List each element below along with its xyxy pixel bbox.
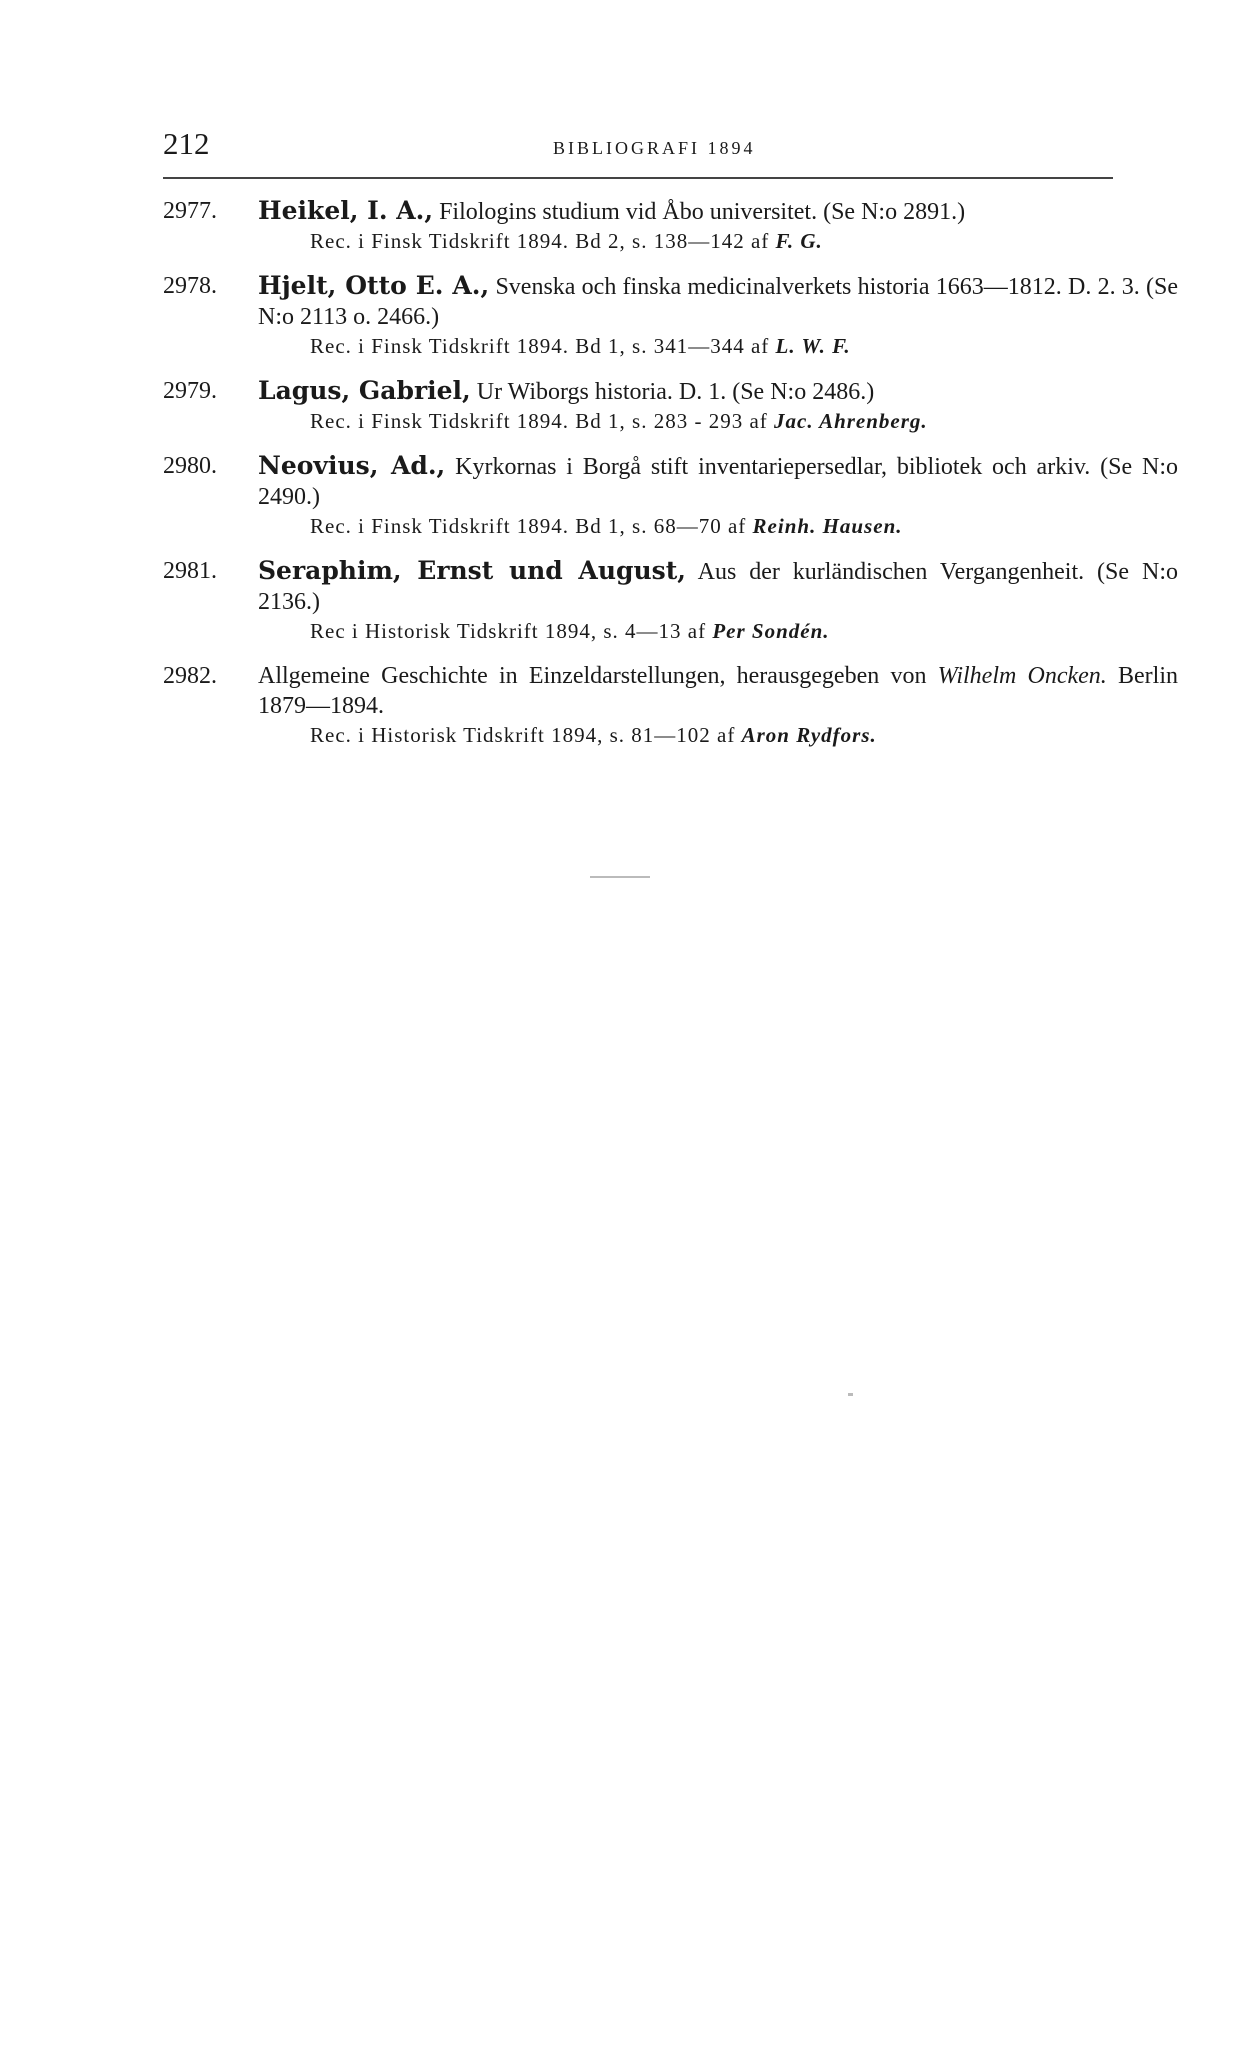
entry-number: 2981. xyxy=(163,558,217,584)
entry-author: Hjelt, Otto E. A., xyxy=(258,271,490,300)
entry-number: 2977. xyxy=(163,198,217,224)
review-source: Rec. i Finsk Tidskrift 1894. Bd 1, s. 341—344 af xyxy=(310,334,770,358)
running-title: BIBLIOGRAFI 1894 xyxy=(553,138,756,158)
reviewer: Per Sondén. xyxy=(712,619,830,643)
scan-speck xyxy=(848,1393,853,1396)
header-rule xyxy=(163,177,1113,179)
bibliography-entry xyxy=(163,451,1178,540)
bibliography-entry xyxy=(163,196,1178,255)
bibliography-entry xyxy=(163,661,1178,749)
entry-citation xyxy=(258,556,1178,617)
entry-title-tail: Berlin 1879—1894. xyxy=(258,663,1179,719)
entry-title: Aus der kurländischen Vergangenheit. (Se N:o 2136.) xyxy=(258,559,1178,615)
reviewer: Reinh. Hausen. xyxy=(752,514,903,538)
review-source: Rec. i Finsk Tidskrift 1894. Bd 2, s. 138—142 af xyxy=(310,229,770,253)
reviewer: L. W. F. xyxy=(775,334,851,358)
entry-citation xyxy=(258,661,1178,721)
entry-title: Allgemeine Geschichte in Einzeldarstellungen, herausgegeben von xyxy=(258,663,927,689)
review-source: Rec. i Finsk Tidskrift 1894. Bd 1, s. 68—70 af xyxy=(310,514,747,538)
entry-citation xyxy=(258,271,1178,332)
bibliography-entry xyxy=(163,271,1178,360)
entry-author: Heikel, I. A., xyxy=(258,196,434,225)
entry-number: 2982. xyxy=(163,663,217,689)
entry-review xyxy=(258,227,1178,255)
scan-speck xyxy=(590,876,650,878)
entry-author: Seraphim, Ernst und August, xyxy=(258,556,686,585)
entry-review xyxy=(258,721,1178,749)
reviewer: Aron Rydfors. xyxy=(741,723,877,747)
reviewer: Jac. Ahrenberg. xyxy=(774,409,928,433)
page-header xyxy=(163,126,1178,166)
review-source: Rec i Historisk Tidskrift 1894, s. 4—13 af xyxy=(310,619,707,643)
bibliography-entry xyxy=(163,376,1178,435)
entry-title: Ur Wiborgs historia. D. 1. (Se N:o 2486.) xyxy=(476,379,875,405)
entry-citation xyxy=(258,196,1178,227)
bibliography-entries xyxy=(163,196,1178,765)
bibliography-entry xyxy=(163,556,1178,645)
entry-title: Kyrkornas i Borgå stift inventariepersedlar, bibliotek och arkiv. (Se N:o 2490.) xyxy=(258,454,1179,510)
entry-review xyxy=(258,617,1178,645)
entry-author: Lagus, Gabriel, xyxy=(258,376,471,405)
entry-editor: Wilhelm Oncken. xyxy=(937,663,1107,689)
entry-author: Neovius, Ad., xyxy=(258,451,446,480)
entry-citation xyxy=(258,376,1178,407)
entry-title: Svenska och finska medicinalverkets historia 1663—1812. D. 2. 3. (Se N:o 2113 o. 2466.) xyxy=(258,274,1179,330)
entry-number: 2980. xyxy=(163,453,217,479)
entry-number: 2979. xyxy=(163,378,217,404)
reviewer: F. G. xyxy=(775,229,823,253)
entry-review xyxy=(258,512,1178,540)
entry-review xyxy=(258,332,1178,360)
entry-title: Filologins studium vid Åbo universitet. (Se N:o 2891.) xyxy=(439,199,966,225)
entry-number: 2978. xyxy=(163,273,217,299)
entry-review xyxy=(258,407,1178,435)
review-source: Rec. i Historisk Tidskrift 1894, s. 81—102 af xyxy=(310,723,736,747)
entry-citation xyxy=(258,451,1178,512)
review-source: Rec. i Finsk Tidskrift 1894. Bd 1, s. 283 - 293 af xyxy=(310,409,768,433)
page-number: 212 xyxy=(163,126,210,161)
